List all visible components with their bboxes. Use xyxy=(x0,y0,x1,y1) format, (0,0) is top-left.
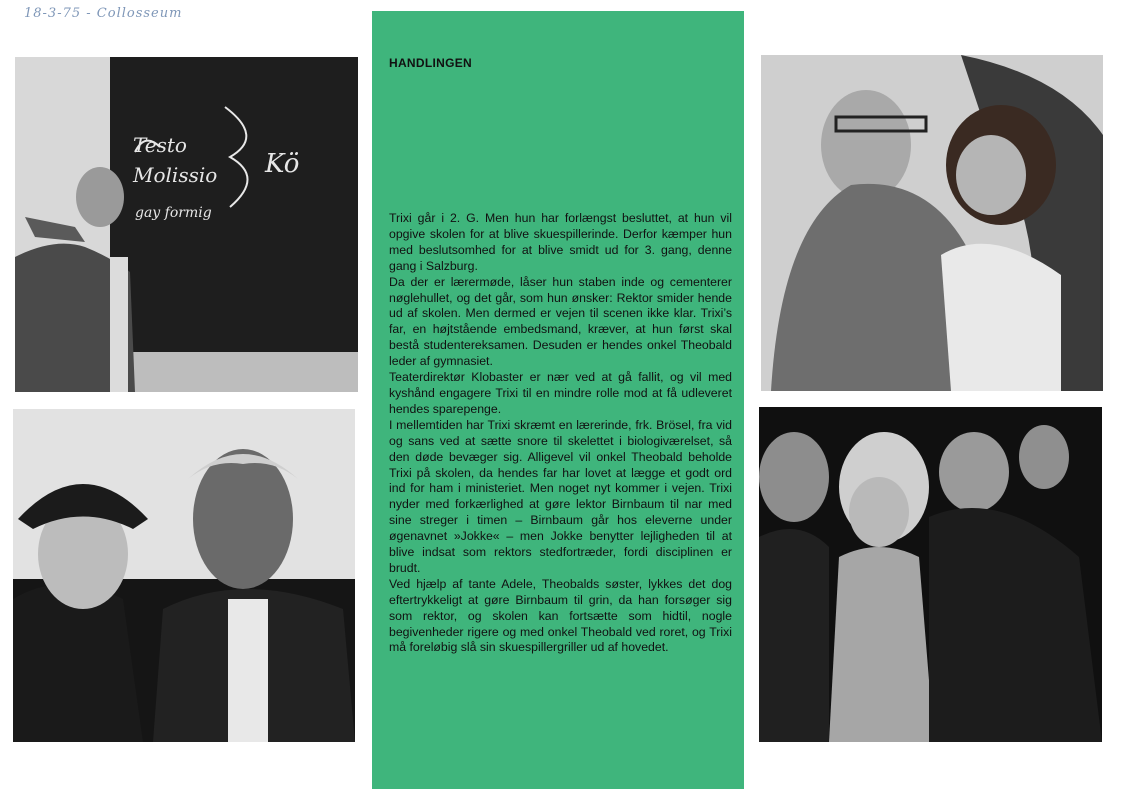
photo-embrace xyxy=(761,55,1103,391)
article-heading: HANDLINGEN xyxy=(389,56,472,70)
article-panel xyxy=(372,11,744,789)
chalk-word-1: Testo xyxy=(133,133,187,157)
photo-two-men xyxy=(13,409,355,742)
article-body xyxy=(389,211,732,656)
article-paragraph: Da der er lærermøde, låser hun staben inde og cementerer nøglehullet, og det går, som hun ønsker: Rektor smider hende ud af skolen. Men dermed er vejen til scenen ikke klar. Trixi’s far, en højtstående embedsmand, kræver, at hun først skal bestå studentereksamen. Desuden er hendes onkel Theobald leder af gymnasiet. xyxy=(389,274,732,369)
article-paragraph: Ved hjælp af tante Adele, Theobalds søster, lykkes det dog eftertrykkeligt at gøre Birnbaum til grin, da han forsøger sig som rektor, og skolen kan fortsætte som hidtil, nogle begivenheder rigere og med onkel Theobald ved roret, og Trixi må foreløbig slå sin skuespillergriller ud af hovedet. xyxy=(389,576,732,655)
article-paragraph: Teaterdirektør Klobaster er nær ved at gå fallit, og vil med kyshånd engagere Trixi til en mindre rolle mod at få udleveret hendes sparepenge. xyxy=(389,370,732,416)
chalk-word-2: Molissio xyxy=(133,163,218,187)
chalk-word-4: Kö xyxy=(265,149,300,179)
article-paragraph: I mellemtiden har Trixi skræmt en lærerinde, frk. Brösel, fra vid og sans ved at sætte snore til skelettet i biologiværelset, så den døde bevæger sig. Alligevel vil onkel Theobald beholde Trixi på skolen, da hendes far har lovet at lægge et godt ord ind for ham i ministeriet. Men noget nyt kommer i vejen. Trixi nyder med forkærlighed at gøre lektor Birnbaum til nar med sine streger i timen – Birnbaum går hos eleverne under øgenavnet »Jokke« – men Jokke benytter lejligheden til at blive indsat som rektors stedfortræder, fordi disciplinen er brudt. xyxy=(389,417,732,575)
chalk-word-3: gay formig xyxy=(135,205,212,221)
photo-teacher-blackboard xyxy=(15,57,358,392)
article-paragraph: Trixi går i 2. G. Men hun har forlængst besluttet, at hun vil opgive skolen for at blive skuespillerinde. Derfor kæmper hun med beslutsomhed for at blive smidt ud for 3. gang, denne gang i Salzburg. xyxy=(389,211,732,273)
photo-crowd-scene xyxy=(759,407,1102,742)
handwritten-annotation: 18-3-75 - Collosseum xyxy=(24,6,183,21)
